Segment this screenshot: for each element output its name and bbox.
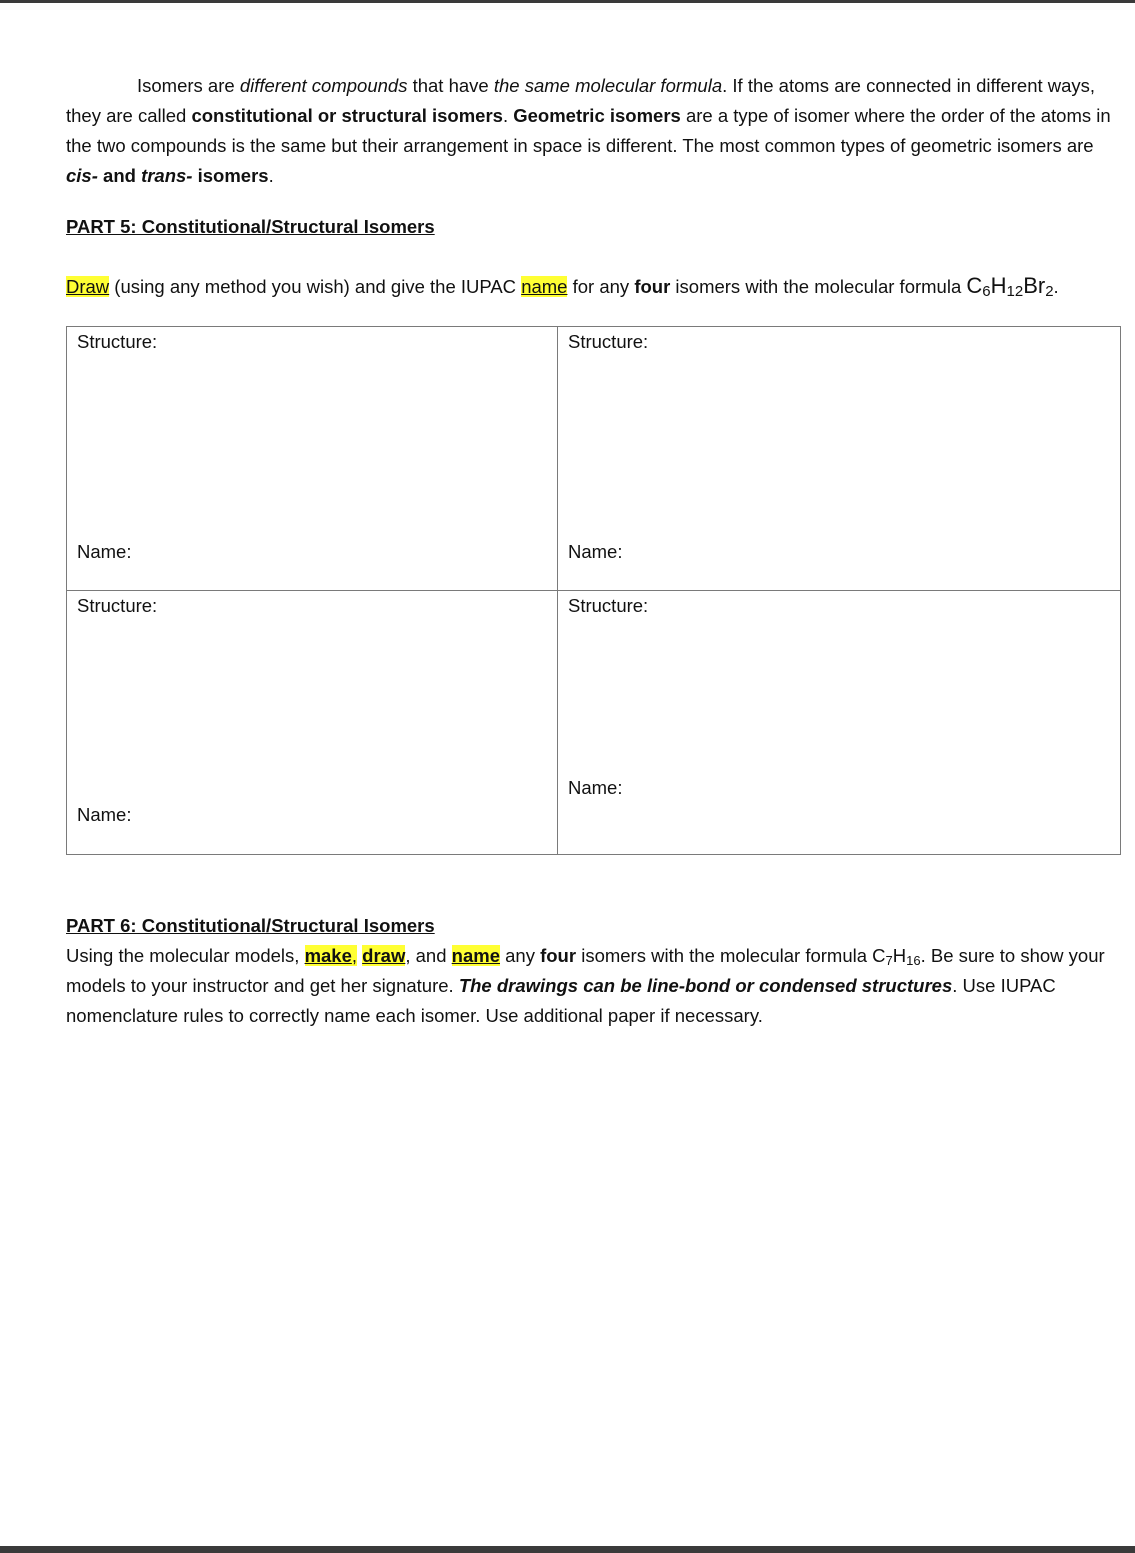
instruction-emphasis: four xyxy=(634,276,671,297)
instruction-text: (using any method you wish) and give the IUPAC xyxy=(109,276,522,297)
name-label: Name: xyxy=(77,541,132,562)
intro-paragraph xyxy=(66,71,1121,191)
answer-cell-3[interactable] xyxy=(67,591,558,855)
instruction-emphasis: four xyxy=(540,945,577,966)
intro-emphasis: the same molecular formula xyxy=(493,75,723,96)
intro-term: constitutional or structural isomers xyxy=(191,105,503,126)
intro-term: trans- xyxy=(141,165,193,186)
intro-term: cis- xyxy=(66,165,98,186)
highlight-name: name xyxy=(451,945,500,966)
molecular-formula: $C_6H_{12}Br_2$ xyxy=(966,273,1054,300)
answer-cell-4[interactable] xyxy=(558,591,1121,855)
intro-text: Isomers are xyxy=(137,75,240,96)
part6-heading: PART 6: Constitutional/Structural Isomers xyxy=(66,915,435,936)
structure-label: Structure: xyxy=(568,595,649,616)
name-label: Name: xyxy=(77,804,132,825)
intro-term: and xyxy=(97,165,142,186)
instruction-text: isomers with the molecular formula C xyxy=(576,945,886,966)
highlight-draw: Draw xyxy=(66,276,110,297)
intro-text: that have xyxy=(407,75,494,96)
answer-cell-1[interactable] xyxy=(67,327,558,591)
instruction-text: Using the molecular models, xyxy=(66,945,305,966)
instruction-text: . xyxy=(1053,276,1059,297)
part6-instructions: Using the molecular models, make, draw, and name any four isomers with the molecular formula $C_7H_{16}$. Be sure to show your models to your instructor and get her signature. The drawings can be line-bond or condensed structures. Use IUPAC nomenclature rules to correctly name each isomer. Use additional paper if necessary. xyxy=(66,945,1105,1026)
instruction-text: . Be sure to show your models to your instructor and get her signature. xyxy=(66,945,1105,996)
answer-cell-2[interactable] xyxy=(558,327,1121,591)
name-label: Name: xyxy=(568,777,623,798)
intro-text: . xyxy=(502,105,514,126)
structure-label: Structure: xyxy=(77,595,158,616)
instruction-text: isomers with the molecular formula xyxy=(670,276,967,297)
highlight-draw: draw xyxy=(362,945,406,966)
intro-emphasis: different compounds xyxy=(239,75,408,96)
instruction-text: . Use IUPAC nomenclature rules to correctly name each isomer. Use additional paper if necessary. xyxy=(66,975,1056,1026)
part5-instructions xyxy=(66,271,1135,302)
bottom-border xyxy=(0,1546,1135,1553)
instruction-text: any xyxy=(499,945,541,966)
top-border xyxy=(0,0,1135,3)
name-label: Name: xyxy=(568,541,623,562)
intro-term: Geometric isomers xyxy=(513,105,681,126)
highlight-make: make xyxy=(304,945,352,966)
part5-heading: PART 5: Constitutional/Structural Isomers xyxy=(66,216,435,237)
part6-section xyxy=(66,911,1126,1031)
intro-term: isomers xyxy=(192,165,269,186)
instruction-text: , and xyxy=(405,945,452,966)
isomer-answer-table xyxy=(66,326,1121,855)
intro-text: . xyxy=(268,165,274,186)
instruction-text: for any xyxy=(567,276,635,297)
instruction-emphasis: The drawings can be line-bond or condensed structures xyxy=(458,975,953,996)
structure-label: Structure: xyxy=(568,331,649,352)
intro-text: are a type of isomer where the order of the atoms in the two compounds is the same but their arrangement in space is different. The most common types of geometric isomers are xyxy=(66,105,1111,156)
structure-label: Structure: xyxy=(77,331,158,352)
intro-text: . If the atoms are connected in different ways, they are called xyxy=(66,75,1096,126)
highlight-name: name xyxy=(521,276,568,297)
